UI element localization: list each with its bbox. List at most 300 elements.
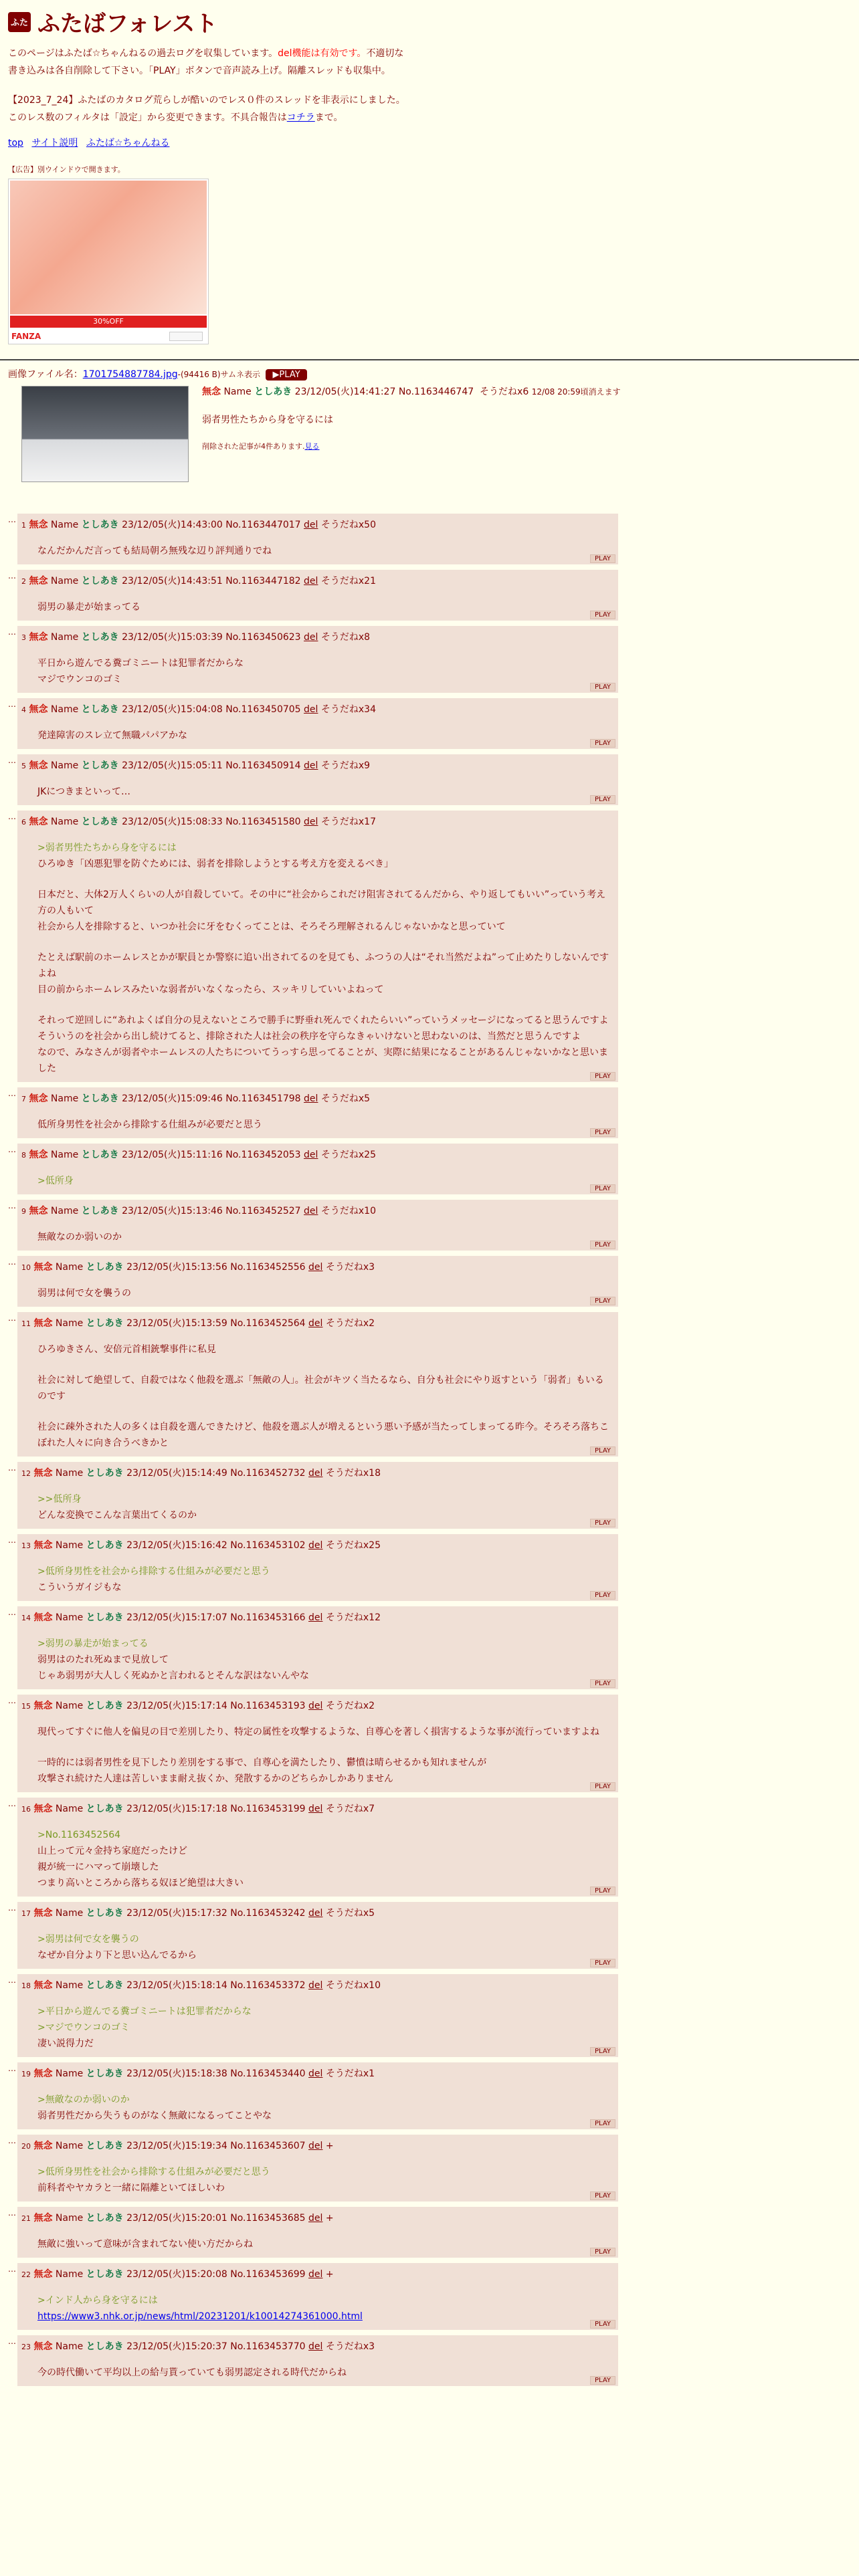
reply-no[interactable]: No.1163451580 bbox=[225, 817, 301, 827]
op-name: としあき bbox=[254, 387, 292, 397]
reply-line bbox=[37, 2309, 613, 2325]
reply-datetime: 23/12/05(火)15:04:08 bbox=[122, 704, 223, 715]
reply-no[interactable]: No.1163452527 bbox=[225, 1206, 301, 1216]
reply-del-link[interactable]: del bbox=[304, 704, 318, 715]
reply-dots: … bbox=[8, 1608, 16, 1617]
reply-play-button[interactable]: PLAY bbox=[590, 1782, 615, 1791]
op-no[interactable]: No.1163446747 bbox=[398, 387, 474, 397]
reply-line: 低所身男性を社会から排除する仕組みが必要だと思う bbox=[37, 1119, 262, 1130]
reply-soudane[interactable]: そうだねx17 bbox=[320, 817, 376, 827]
reply-post bbox=[17, 2135, 618, 2202]
reply-no[interactable]: No.1163450914 bbox=[225, 760, 301, 771]
reply-line: 社会に疎外された人の多くは自殺を選んできたけど、他殺を選ぶ人が増えるという悪い予感が当たってしまってる昨今。そろそろ落ちこぼれた人々に向き合うべきかと bbox=[37, 1422, 609, 1448]
reply-dots: … bbox=[8, 1257, 16, 1267]
reply-index: 19 bbox=[21, 2070, 31, 2078]
reply-del-link[interactable]: del bbox=[304, 760, 318, 771]
reply-line: 無敵なのか弱いのか bbox=[37, 1232, 122, 1243]
reply-no[interactable]: No.1163453440 bbox=[230, 2068, 306, 2079]
reply-del-link[interactable]: del bbox=[304, 817, 318, 827]
reply-datetime: 23/12/05(火)15:08:33 bbox=[122, 817, 223, 827]
reply-subject: 無念 bbox=[33, 1540, 53, 1551]
reply-body bbox=[37, 1229, 613, 1245]
reply-soudane[interactable]: そうだねx50 bbox=[320, 520, 376, 530]
reply-play-button[interactable]: PLAY bbox=[590, 739, 615, 748]
reply-del-link[interactable]: del bbox=[304, 576, 318, 586]
reply-del-link[interactable]: del bbox=[308, 1908, 323, 1919]
reply-play-button[interactable]: PLAY bbox=[590, 1297, 615, 1305]
reply-post bbox=[17, 626, 618, 693]
reply-body bbox=[37, 2365, 613, 2381]
reply-soudane[interactable]: そうだねx25 bbox=[320, 1150, 376, 1160]
reply-no[interactable]: No.1163452564 bbox=[230, 1318, 306, 1329]
reply-row bbox=[8, 1695, 618, 1792]
reply-play-button[interactable]: PLAY bbox=[590, 2320, 615, 2329]
reply-play-button[interactable]: PLAY bbox=[590, 2248, 615, 2256]
reply-body bbox=[37, 2092, 613, 2124]
reply-del-link[interactable]: del bbox=[308, 2341, 323, 2352]
reply-name: としあき bbox=[86, 1980, 124, 1991]
reply-no[interactable]: No.1163453166 bbox=[230, 1612, 306, 1623]
reply-row bbox=[8, 1606, 618, 1689]
reply-name-label: Name bbox=[55, 1540, 84, 1551]
reply-soudane[interactable]: そうだねx10 bbox=[325, 1980, 381, 1991]
reply-play-button[interactable]: PLAY bbox=[590, 1128, 615, 1137]
op-name-label: Name bbox=[223, 387, 252, 397]
file-link[interactable]: 1701754887784.jpg bbox=[82, 369, 178, 380]
reply-line: どんな変換でこんな言葉出てくるのか bbox=[37, 1510, 197, 1521]
reply-post bbox=[17, 570, 618, 621]
reply-no[interactable]: No.1163452556 bbox=[230, 1262, 306, 1273]
reply-quote-line: >弱男の暴走が始まってる bbox=[37, 1638, 149, 1649]
reply-post bbox=[17, 1902, 618, 1969]
reply-datetime: 23/12/05(火)15:03:39 bbox=[122, 632, 223, 643]
reply-subject: 無念 bbox=[29, 632, 48, 643]
intro-line-a: このページはふたば☆ちゃんねるの過去ログを収集しています。 bbox=[8, 48, 278, 59]
op-deleted-note bbox=[202, 441, 621, 451]
file-line bbox=[8, 367, 851, 381]
reply-line: じゃあ弱男が大人しく死ぬかと言われるとそんな訳はないんやな bbox=[37, 1671, 309, 1681]
reply-play-button[interactable]: PLAY bbox=[590, 2119, 615, 2128]
reply-del-link[interactable]: del bbox=[308, 2068, 323, 2079]
reply-header bbox=[21, 758, 613, 772]
reply-dots: … bbox=[8, 2264, 16, 2274]
reply-index: 15 bbox=[21, 1702, 31, 1711]
reply-dots: … bbox=[8, 1799, 16, 1808]
reply-play-button[interactable]: PLAY bbox=[590, 1591, 615, 1600]
reply-header bbox=[21, 1204, 613, 1217]
reply-soudane[interactable]: そうだねx7 bbox=[325, 1804, 375, 1814]
ad-banner[interactable] bbox=[8, 179, 209, 344]
reply-no[interactable]: No.1163447017 bbox=[225, 520, 301, 530]
reply-name: としあき bbox=[86, 2141, 124, 2151]
reply-row bbox=[8, 1144, 618, 1194]
site-header bbox=[0, 0, 859, 344]
reply-line: なので、みなさんが弱者やホームレスの人たちについてうっすら思ってることが、実際に結果になることがあるんじゃないかなと思いました bbox=[37, 1047, 609, 1074]
reply-datetime: 23/12/05(火)15:18:38 bbox=[126, 2068, 227, 2079]
reply-no[interactable]: No.1163453193 bbox=[230, 1701, 306, 1711]
reply-datetime: 23/12/05(火)15:20:01 bbox=[126, 2213, 227, 2224]
reply-name: としあき bbox=[81, 817, 119, 827]
reply-dots: … bbox=[8, 627, 16, 637]
reply-soudane[interactable]: そうだねx2 bbox=[325, 1701, 375, 1711]
reply-header bbox=[21, 2339, 613, 2353]
reply-name: としあき bbox=[81, 1150, 119, 1160]
reply-index: 13 bbox=[21, 1541, 31, 1550]
reply-soudane[interactable]: そうだねx2 bbox=[325, 1318, 375, 1329]
reply-datetime: 23/12/05(火)15:16:42 bbox=[126, 1540, 227, 1551]
reply-quote-line: >弱者男性たちから身を守るには bbox=[37, 843, 177, 853]
intro-del-note: del機能は有効です。 bbox=[278, 48, 367, 59]
reply-quote-line: >マジでウンコのゴミ bbox=[37, 2022, 130, 2033]
reply-name-label: Name bbox=[55, 1701, 84, 1711]
reply-no[interactable]: No.1163451798 bbox=[225, 1093, 301, 1104]
reply-body bbox=[37, 784, 613, 800]
reply-quote-line: >低所身男性を社会から排除する仕組みが必要だと思う bbox=[37, 1566, 270, 1577]
reply-body bbox=[37, 2164, 613, 2196]
reply-header bbox=[21, 1802, 613, 1815]
reply-dots: … bbox=[8, 571, 16, 580]
reply-play-button[interactable]: PLAY bbox=[590, 2376, 615, 2385]
reply-play-button[interactable]: PLAY bbox=[590, 2191, 615, 2200]
reply-subject: 無念 bbox=[33, 2269, 53, 2280]
reply-play-button[interactable]: PLAY bbox=[590, 1241, 615, 1249]
report-link[interactable]: コチラ bbox=[286, 112, 315, 123]
reply-dots: … bbox=[8, 1975, 16, 1985]
reply-row bbox=[8, 2135, 618, 2202]
reply-line: 社会から人を排除すると、いつか社会に牙をむくってことは、そろそろ理解されるんじゃないかなと思っていて bbox=[37, 922, 506, 932]
reply-line: 弱者男性だから失うものがなく無敵になるってことやな bbox=[37, 2111, 272, 2121]
reply-row bbox=[8, 514, 618, 564]
reply-header bbox=[21, 702, 613, 716]
reply-name-label: Name bbox=[55, 1612, 84, 1623]
reply-del-link[interactable]: del bbox=[308, 2269, 323, 2280]
reply-dots: … bbox=[8, 1313, 16, 1323]
reply-soudane[interactable]: そうだねx1 bbox=[325, 2068, 375, 2079]
reply-soudane[interactable]: + bbox=[325, 2269, 334, 2280]
reply-index: 6 bbox=[21, 818, 26, 827]
reply-name: としあき bbox=[81, 760, 119, 771]
reply-body bbox=[37, 1931, 613, 1963]
reply-play-button[interactable]: PLAY bbox=[590, 795, 615, 804]
reply-soudane[interactable]: そうだねx10 bbox=[320, 1206, 376, 1216]
reply-datetime: 23/12/05(火)15:17:07 bbox=[126, 1612, 227, 1623]
file-meta: -(94416 B)サムネ表示 bbox=[177, 370, 260, 379]
reply-name: としあき bbox=[86, 1908, 124, 1919]
reply-no[interactable]: No.1163453699 bbox=[230, 2269, 306, 2280]
reply-del-link[interactable]: del bbox=[304, 1150, 318, 1160]
reply-header bbox=[21, 1148, 613, 1161]
reply-body bbox=[37, 1285, 613, 1301]
reply-name: としあき bbox=[86, 1701, 124, 1711]
reply-body bbox=[37, 543, 613, 559]
reply-del-link[interactable]: del bbox=[308, 1980, 323, 1991]
reply-index: 4 bbox=[21, 706, 26, 714]
reply-name-label: Name bbox=[50, 1150, 79, 1160]
ad-brand-logo[interactable]: FANZA bbox=[11, 332, 41, 341]
reply-datetime: 23/12/05(火)15:13:56 bbox=[126, 1262, 227, 1273]
reply-line: 社会に対して絶望して、自殺ではなく他殺を選ぶ「無敵の人」。社会がキツく当たるなら、自分も社会にやり返すという「弱者」もいるのです bbox=[37, 1375, 604, 1402]
reply-del-link[interactable]: del bbox=[308, 1318, 323, 1329]
reply-post bbox=[17, 698, 618, 749]
reply-soudane[interactable]: そうだねx5 bbox=[325, 1908, 375, 1919]
site-logo-icon[interactable]: ふた bbox=[8, 12, 31, 32]
reply-header bbox=[21, 1610, 613, 1624]
reply-play-button[interactable]: PLAY bbox=[590, 1887, 615, 1895]
reply-index: 7 bbox=[21, 1095, 26, 1103]
reply-line: 今の時代働いて平均以上の給与貰っていても弱男認定される時代だからね bbox=[37, 2367, 347, 2378]
reply-del-link[interactable]: del bbox=[304, 1206, 318, 1216]
reply-no[interactable]: No.1163453372 bbox=[230, 1980, 306, 1991]
reply-play-button[interactable]: PLAY bbox=[590, 611, 615, 619]
reply-dots: … bbox=[8, 1201, 16, 1210]
reply-datetime: 23/12/05(火)14:43:00 bbox=[122, 520, 223, 530]
reply-body bbox=[37, 1564, 613, 1596]
reply-dots: … bbox=[8, 1696, 16, 1705]
reply-soudane[interactable]: そうだねx25 bbox=[325, 1540, 381, 1551]
reply-header bbox=[21, 2267, 613, 2280]
reply-play-button[interactable]: PLAY bbox=[590, 2047, 615, 2056]
reply-dots: … bbox=[8, 2136, 16, 2145]
reply-line: 日本だと、大体2万人くらいの人が自殺していて。その中に“社会からこれだけ阻害されてるんだから、やり返してもいい”っていう考え方の人もいて bbox=[37, 889, 606, 916]
reply-line: 山上って元々金持ち家庭だったけど bbox=[37, 1846, 187, 1856]
reply-body bbox=[37, 1724, 613, 1787]
reply-dots: … bbox=[8, 2064, 16, 2073]
reply-dots: … bbox=[8, 2208, 16, 2218]
reply-del-link[interactable]: del bbox=[308, 1468, 323, 1479]
reply-body bbox=[37, 1341, 613, 1451]
reply-soudane[interactable]: そうだねx34 bbox=[320, 704, 376, 715]
reply-del-link[interactable]: del bbox=[308, 1262, 323, 1273]
reply-play-button[interactable]: PLAY bbox=[590, 1679, 615, 1688]
reply-post bbox=[17, 1256, 618, 1307]
reply-del-link[interactable]: del bbox=[308, 1804, 323, 1814]
reply-soudane[interactable]: そうだねx3 bbox=[325, 1262, 375, 1273]
reply-name-label: Name bbox=[50, 704, 79, 715]
reply-index: 10 bbox=[21, 1263, 31, 1272]
reply-index: 21 bbox=[21, 2214, 31, 2223]
reply-line: 平日から遊んでる糞ゴミニートは犯罪者だからな bbox=[37, 658, 244, 669]
reply-datetime: 23/12/05(火)15:17:18 bbox=[126, 1804, 227, 1814]
reply-del-link[interactable]: del bbox=[304, 520, 318, 530]
reply-name: としあき bbox=[86, 2068, 124, 2079]
reply-header bbox=[21, 518, 613, 531]
reply-name-label: Name bbox=[55, 2068, 84, 2079]
reply-no[interactable]: No.1163453199 bbox=[230, 1804, 306, 1814]
reply-body bbox=[37, 1491, 613, 1523]
reply-play-button[interactable]: PLAY bbox=[590, 1959, 615, 1967]
reply-line: 凄い説得力だ bbox=[37, 2038, 94, 2049]
reply-dots: … bbox=[8, 2337, 16, 2346]
reply-row bbox=[8, 1534, 618, 1601]
reply-dots: … bbox=[8, 1145, 16, 1154]
reply-play-button[interactable]: PLAY bbox=[590, 1072, 615, 1081]
reply-line: 弱男の暴走が始まってる bbox=[37, 602, 140, 613]
reply-datetime: 23/12/05(火)14:43:51 bbox=[122, 576, 223, 586]
reply-subject: 無念 bbox=[33, 1980, 53, 1991]
reply-line: こういうガイジもな bbox=[37, 1582, 122, 1593]
reply-soudane[interactable]: そうだねx18 bbox=[325, 1468, 381, 1479]
reply-row bbox=[8, 1087, 618, 1138]
reply-subject: 無念 bbox=[33, 1804, 53, 1814]
reply-line: 目の前からホームレスみたいな弱者がいなくなったら、スッキリしていいよねって bbox=[37, 984, 384, 995]
reply-datetime: 23/12/05(火)15:05:11 bbox=[122, 760, 223, 771]
reply-soudane[interactable]: そうだねx12 bbox=[325, 1612, 381, 1623]
reply-no[interactable]: No.1163450705 bbox=[225, 704, 301, 715]
reply-post bbox=[17, 1798, 618, 1897]
reply-header bbox=[21, 1538, 613, 1551]
reply-no[interactable]: No.1163447182 bbox=[225, 576, 301, 586]
op-body: 弱者男性たちから身を守るには bbox=[202, 415, 333, 425]
reply-del-link[interactable]: del bbox=[304, 632, 318, 643]
reply-row bbox=[8, 570, 618, 621]
reply-row bbox=[8, 698, 618, 749]
reply-line: 弱男はのたれ死ぬまで見放して bbox=[37, 1654, 169, 1665]
reply-list bbox=[8, 514, 618, 2391]
reply-name: としあき bbox=[86, 1540, 124, 1551]
play-button[interactable]: ▶PLAY bbox=[266, 369, 306, 381]
ad-sale-bar[interactable]: 30%OFF bbox=[10, 316, 207, 328]
reply-post bbox=[17, 1462, 618, 1529]
reply-no[interactable]: No.1163453770 bbox=[230, 2341, 306, 2352]
reply-name: としあき bbox=[81, 632, 119, 643]
reply-soudane[interactable]: そうだねx8 bbox=[320, 632, 371, 643]
reply-del-link[interactable]: del bbox=[308, 1701, 323, 1711]
reply-line: 弱男は何で女を襲うの bbox=[37, 1288, 131, 1299]
reply-soudane[interactable]: そうだねx5 bbox=[320, 1093, 371, 1104]
reply-del-link[interactable]: del bbox=[308, 1612, 323, 1623]
ad-image[interactable] bbox=[10, 181, 207, 314]
reply-datetime: 23/12/05(火)15:20:37 bbox=[126, 2341, 227, 2352]
reply-post bbox=[17, 2062, 618, 2129]
reply-name: としあき bbox=[81, 1093, 119, 1104]
reply-body bbox=[37, 1117, 613, 1133]
reply-dots: … bbox=[8, 1903, 16, 1913]
reply-name-label: Name bbox=[55, 1908, 84, 1919]
op-subject: 無念 bbox=[202, 387, 221, 397]
nav-top-link[interactable]: top bbox=[8, 138, 23, 148]
reply-post bbox=[17, 2335, 618, 2386]
reply-row bbox=[8, 1798, 618, 1897]
reply-index: 17 bbox=[21, 1909, 31, 1918]
reply-dots: … bbox=[8, 515, 16, 524]
reply-dots: … bbox=[8, 700, 16, 709]
reply-line: 発達障害のスレ立て無職パパアかな bbox=[37, 730, 187, 741]
nav-about-link[interactable]: サイト説明 bbox=[31, 138, 78, 148]
intro-line-c: 不適切な書き込みは各自削除して下さい。「PLAY」ボタンで音声読み上げ。隔離スレッドも収集中。 bbox=[8, 48, 404, 76]
reply-header bbox=[21, 1260, 613, 1273]
reply-header bbox=[21, 1316, 613, 1329]
reply-header bbox=[21, 574, 613, 587]
reply-no[interactable]: No.1163453685 bbox=[230, 2213, 306, 2224]
reply-subject: 無念 bbox=[33, 1262, 53, 1273]
reply-body bbox=[37, 840, 613, 1077]
reply-subject: 無念 bbox=[29, 520, 48, 530]
reply-post bbox=[17, 1534, 618, 1601]
reply-del-link[interactable]: del bbox=[304, 1093, 318, 1104]
reply-post bbox=[17, 1312, 618, 1457]
reply-header bbox=[21, 1466, 613, 1479]
reply-no[interactable]: No.1163450623 bbox=[225, 632, 301, 643]
reply-soudane[interactable]: + bbox=[325, 2141, 334, 2151]
reply-play-button[interactable]: PLAY bbox=[590, 1519, 615, 1527]
reply-index: 5 bbox=[21, 762, 26, 770]
reply-line: JKにつきまといって… bbox=[37, 786, 131, 797]
reply-soudane[interactable]: そうだねx3 bbox=[325, 2341, 375, 2352]
reply-index: 1 bbox=[21, 521, 26, 530]
reply-soudane[interactable]: + bbox=[325, 2213, 334, 2224]
reply-datetime: 23/12/05(火)15:18:14 bbox=[126, 1980, 227, 1991]
reply-row bbox=[8, 811, 618, 1082]
reply-header bbox=[21, 1978, 613, 1992]
reply-row bbox=[8, 1974, 618, 2057]
reply-subject: 無念 bbox=[33, 2341, 53, 2352]
reply-subject: 無念 bbox=[33, 1908, 53, 1919]
ad-controls[interactable] bbox=[169, 332, 203, 341]
op-note-link[interactable]: 見る bbox=[304, 442, 320, 451]
reply-subject: 無念 bbox=[29, 817, 48, 827]
reply-no[interactable]: No.1163452053 bbox=[225, 1150, 301, 1160]
reply-line: 現代ってすぐに他人を偏見の目で差別したり、特定の属性を攻撃するような、自尊心を著しく損害するような事が流行っていますよね bbox=[37, 1727, 599, 1737]
reply-no[interactable]: No.1163453102 bbox=[230, 1540, 306, 1551]
reply-name-label: Name bbox=[55, 1262, 84, 1273]
reply-header bbox=[21, 2211, 613, 2224]
reply-soudane[interactable]: そうだねx9 bbox=[320, 760, 371, 771]
reply-soudane[interactable]: そうだねx21 bbox=[320, 576, 376, 586]
op-thumbnail[interactable] bbox=[21, 386, 189, 482]
ad-label: 【広告】別ウインドウで開きます。 bbox=[8, 165, 125, 174]
reply-del-link[interactable]: del bbox=[308, 2141, 323, 2151]
reply-quote-line: >低所身男性を社会から排除する仕組みが必要だと思う bbox=[37, 2167, 270, 2177]
reply-subject: 無念 bbox=[29, 1150, 48, 1160]
reply-body bbox=[37, 1636, 613, 1684]
reply-play-button[interactable]: PLAY bbox=[590, 1446, 615, 1455]
reply-url-link[interactable]: https://www3.nhk.or.jp/news/html/20231201/k10014274361000.html bbox=[37, 2311, 363, 2322]
reply-index: 22 bbox=[21, 2270, 31, 2279]
reply-post bbox=[17, 811, 618, 1082]
reply-subject: 無念 bbox=[33, 2213, 53, 2224]
reply-header bbox=[21, 815, 613, 828]
reply-subject: 無念 bbox=[29, 1093, 48, 1104]
reply-dots: … bbox=[8, 1463, 16, 1473]
reply-play-button[interactable]: PLAY bbox=[590, 1184, 615, 1193]
reply-post bbox=[17, 1606, 618, 1689]
reply-del-link[interactable]: del bbox=[308, 2213, 323, 2224]
reply-subject: 無念 bbox=[33, 1318, 53, 1329]
op-soudane[interactable]: そうだねx6 bbox=[480, 387, 529, 397]
reply-no[interactable]: No.1163453242 bbox=[230, 1908, 306, 1919]
reply-no[interactable]: No.1163453607 bbox=[230, 2141, 306, 2151]
notice-end: まで。 bbox=[314, 112, 343, 123]
reply-datetime: 23/12/05(火)15:13:59 bbox=[126, 1318, 227, 1329]
reply-play-button[interactable]: PLAY bbox=[590, 554, 615, 563]
reply-quote-line: >低所身 bbox=[37, 1176, 74, 1186]
reply-name: としあき bbox=[86, 2213, 124, 2224]
reply-del-link[interactable]: del bbox=[308, 1540, 323, 1551]
reply-subject: 無念 bbox=[33, 1612, 53, 1623]
reply-name-label: Name bbox=[55, 2141, 84, 2151]
reply-header bbox=[21, 1699, 613, 1712]
site-title: ふたばフォレスト bbox=[37, 11, 218, 37]
reply-name-label: Name bbox=[50, 632, 79, 643]
reply-name-label: Name bbox=[55, 2341, 84, 2352]
nav-futaba-link[interactable]: ふたば☆ちゃんねる bbox=[86, 138, 170, 148]
reply-no[interactable]: No.1163452732 bbox=[230, 1468, 306, 1479]
reply-quote-line: >インド人から身を守るには bbox=[37, 2295, 158, 2306]
reply-play-button[interactable]: PLAY bbox=[590, 683, 615, 691]
reply-row bbox=[8, 2335, 618, 2386]
op-expire: 12/08 20:59頃消えます bbox=[531, 387, 621, 397]
reply-datetime: 23/12/05(火)15:19:34 bbox=[126, 2141, 227, 2151]
